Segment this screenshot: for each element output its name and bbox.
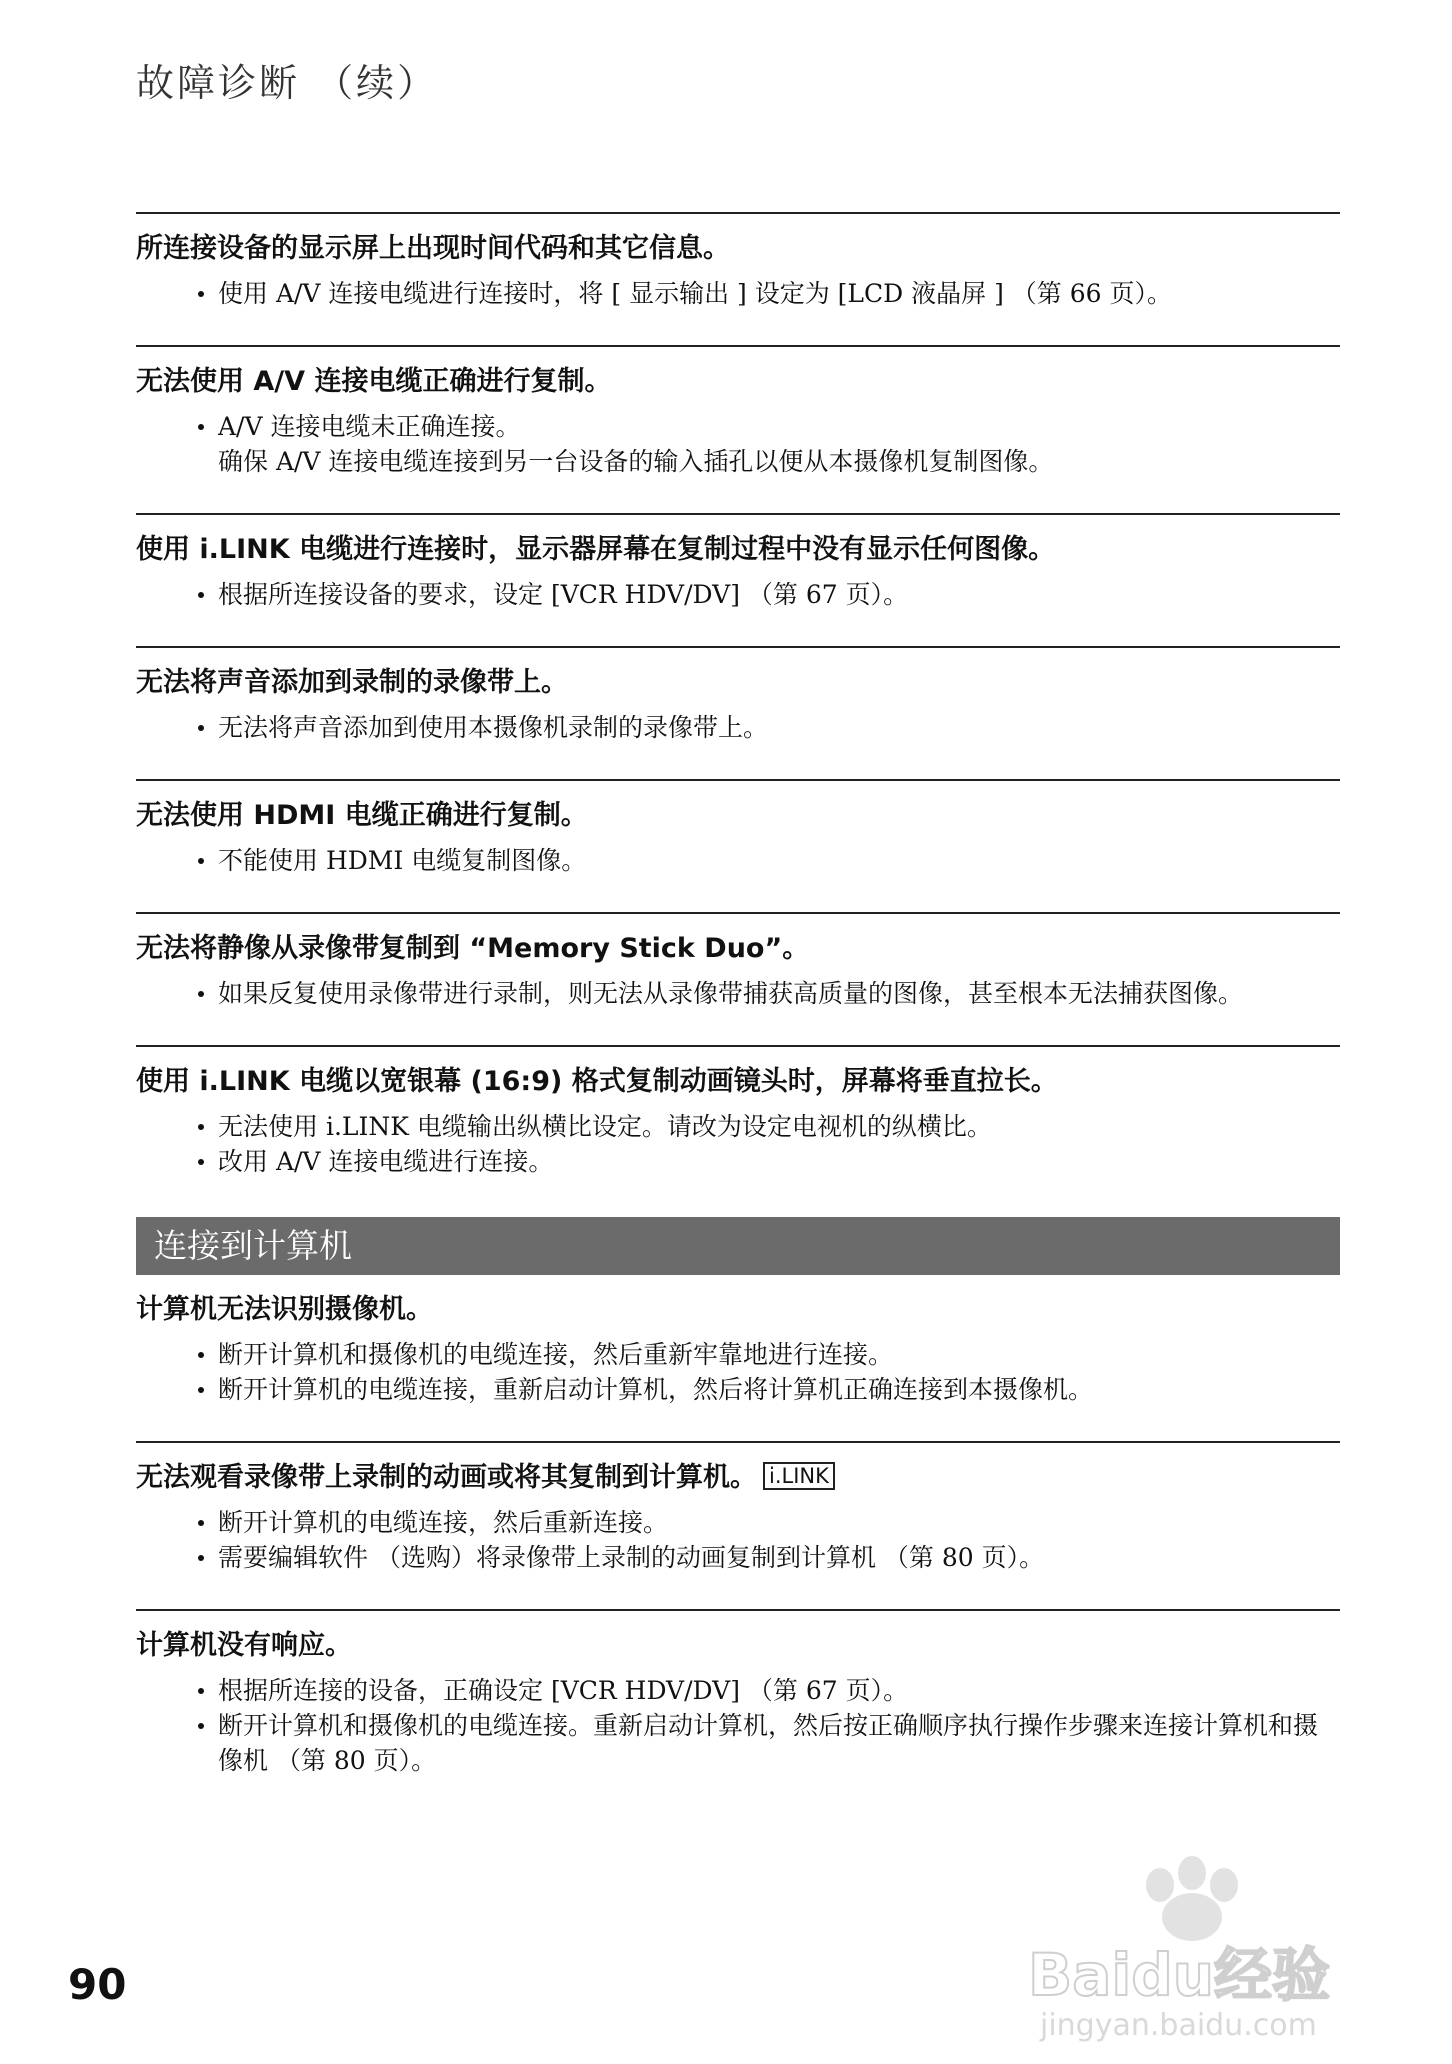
bullet-item: 断开计算机的电缆连接，重新启动计算机，然后将计算机正确连接到本摄像机。 [198, 1372, 1340, 1407]
entry-bullets [136, 1673, 1340, 1778]
entry-question: 无法将声音添加到录制的录像带上。 [136, 667, 568, 698]
troubleshoot-entry [136, 646, 1340, 779]
entry-question: 所连接设备的显示屏上出现时间代码和其它信息。 [136, 233, 730, 264]
troubleshoot-entry [136, 912, 1340, 1045]
entry-question: 计算机无法识别摄像机。 [136, 1294, 433, 1325]
troubleshoot-entry [136, 779, 1340, 912]
bullet-item: 断开计算机的电缆连接，然后重新连接。 [198, 1505, 1340, 1540]
section-heading-connect-computer: 连接到计算机 [136, 1217, 1340, 1275]
entry-bullets [136, 1109, 1340, 1179]
bullet-item: A/V 连接电缆未正确连接。 确保 A/V 连接电缆连接到另一台设备的输入插孔以便从本摄像机复制图像。 [198, 409, 1340, 479]
troubleshoot-entry [136, 1045, 1340, 1213]
page-number: 90 [68, 1960, 127, 2009]
bullet-item: 如果反复使用录像带进行录制，则无法从录像带捕获高质量的图像，甚至根本无法捕获图像。 [198, 976, 1340, 1011]
bullet-item: 断开计算机和摄像机的电缆连接。重新启动计算机，然后按正确顺序执行操作步骤来连接计算机和摄像机 （第 80 页）。 [198, 1708, 1340, 1778]
entry-question: 无法使用 A/V 连接电缆正确进行复制。 [136, 366, 612, 397]
bullet-item: 无法使用 i.LINK 电缆输出纵横比设定。请改为设定电视机的纵横比。 [198, 1109, 1340, 1144]
entry-question: 无法将静像从录像带复制到 “Memory Stick Duo”。 [136, 933, 810, 964]
entry-bullets [136, 1505, 1340, 1575]
bullet-item: 根据所连接设备的要求，设定 [VCR HDV/DV] （第 67 页）。 [198, 577, 1340, 612]
entry-question: 使用 i.LINK 电缆以宽银幕 (16:9) 格式复制动画镜头时，屏幕将垂直拉长。 [136, 1066, 1058, 1097]
bullet-item: 使用 A/V 连接电缆进行连接时，将 [ 显示输出 ] 设定为 [LCD 液晶屏 ] （第 66 页）。 [198, 276, 1340, 311]
page-header-title: 故障诊断 （续） [136, 61, 439, 105]
troubleshoot-entry [136, 212, 1340, 345]
bullet-item: 断开计算机和摄像机的电缆连接，然后重新牢靠地进行连接。 [198, 1337, 1340, 1372]
entry-bullets [136, 843, 1340, 878]
watermark-brand: Baidu经验 [1028, 1941, 1331, 2009]
bullet-item: 不能使用 HDMI 电缆复制图像。 [198, 843, 1340, 878]
entry-bullets [136, 1337, 1340, 1407]
baidu-jingyan-watermark [1020, 1845, 1360, 2045]
paw-logo-icon [1146, 1856, 1238, 1941]
watermark-url: jingyan.baidu.com [1040, 2008, 1317, 2043]
entry-bullets [136, 710, 1340, 745]
ilink-tag: i.LINK [763, 1462, 835, 1490]
troubleshoot-entry [136, 1441, 1340, 1609]
bullet-item: 无法将声音添加到使用本摄像机录制的录像带上。 [198, 710, 1340, 745]
entry-question: 无法使用 HDMI 电缆正确进行复制。 [136, 800, 588, 831]
troubleshooting-content [136, 212, 1340, 1812]
bullet-item: 根据所连接的设备，正确设定 [VCR HDV/DV] （第 67 页）。 [198, 1673, 1340, 1708]
troubleshoot-entry [136, 513, 1340, 646]
entry-bullets [136, 577, 1340, 612]
entry-bullets [136, 276, 1340, 311]
entry-question-text: 无法观看录像带上录制的动画或将其复制到计算机。 [136, 1462, 757, 1493]
entry-bullets [136, 409, 1340, 479]
bullet-item: 改用 A/V 连接电缆进行连接。 [198, 1144, 1340, 1179]
entry-question [136, 1461, 1340, 1495]
bullet-item: 需要编辑软件 （选购）将录像带上录制的动画复制到计算机 （第 80 页）。 [198, 1540, 1340, 1575]
entry-bullets [136, 976, 1340, 1011]
troubleshoot-entry [136, 1275, 1340, 1441]
troubleshoot-entry [136, 1609, 1340, 1812]
troubleshoot-entry [136, 345, 1340, 513]
entry-question: 使用 i.LINK 电缆进行连接时，显示器屏幕在复制过程中没有显示任何图像。 [136, 534, 1056, 565]
entry-question: 计算机没有响应。 [136, 1630, 352, 1661]
